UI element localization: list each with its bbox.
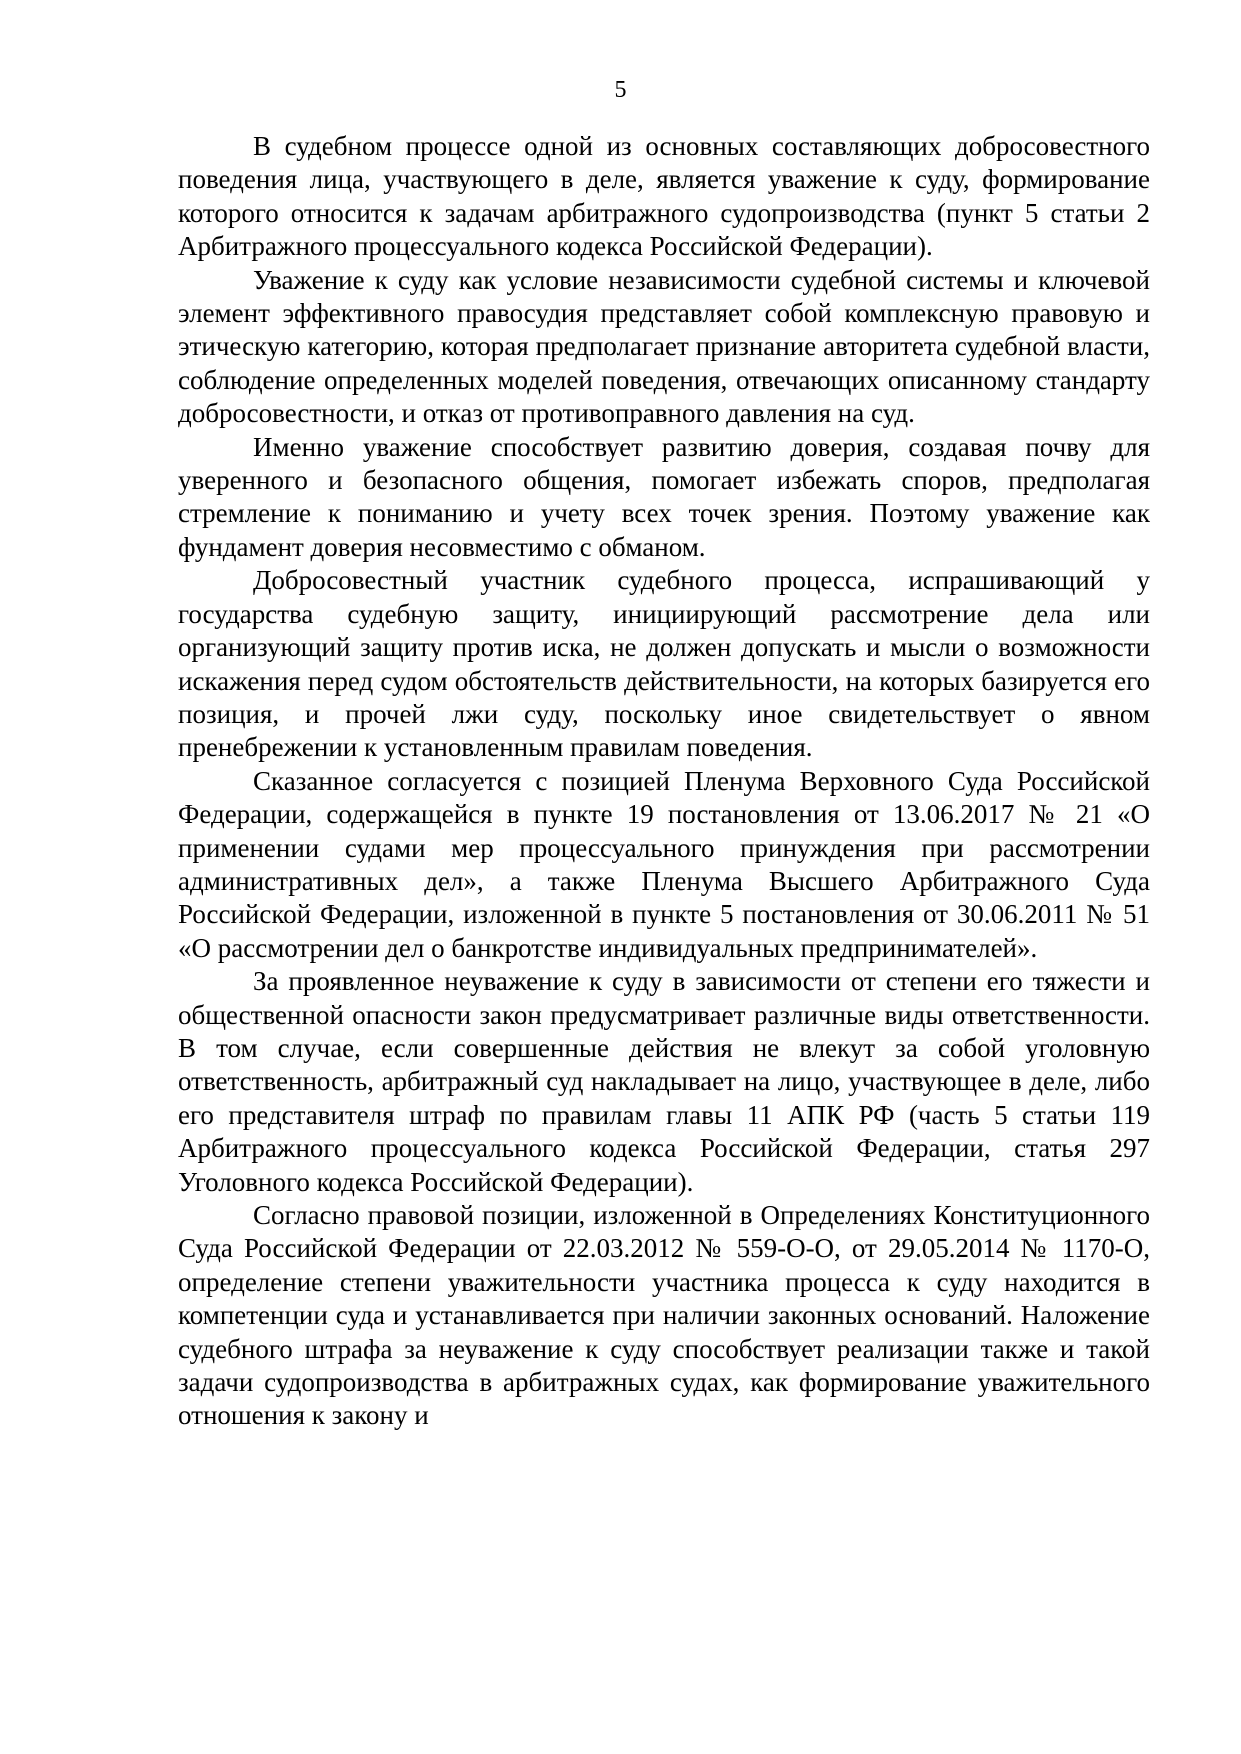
paragraph-2: Уважение к суду как условие независимости судебной системы и ключевой элемент эффективного правосудия представляет собой комплексную правовую и этическую категорию, которая предполагает признание авторитета судебной власти, соблюдение определенных моделей поведения, отвечающих описанному стандарту добросовестности, и отказ от противоправного давления на суд. (178, 264, 1150, 429)
paragraph-4: Добросовестный участник судебного процесса, испрашивающий у государства судебную защиту, инициирующий рассмотрение дела или организующий защиту против иска, не должен допускать и мысли о возможности искажения перед судом обстоятельств действительности, на которых базируется его позиция, и прочей лжи суду, поскольку иное свидетельствует о явном пренебрежении к установленным правилам поведения. (178, 565, 1150, 763)
paragraph-3: Именно уважение способствует развитию доверия, создавая почву для уверенного и безопасного общения, помогает избежать споров, предполагая стремление к пониманию и учету всех точек зрения. Поэтому уважение как фундамент доверия несовместимо с обманом. (178, 431, 1150, 562)
document-body (178, 130, 1150, 1433)
paragraph-6: За проявленное неуважение к суду в зависимости от степени его тяжести и общественной опасности закон предусматривает различные виды ответственности. В том случае, если совершенные действия не влекут за собой уголовную ответственность, арбитражный суд накладывает на лицо, участвующее в деле, либо его представителя штраф по правилам главы 11 АПК РФ (часть 5 статьи 119 Арбитражного процессуального кодекса Российской Федерации, статья 297 Уголовного кодекса Российской Федерации). (178, 966, 1150, 1197)
paragraph-7: Согласно правовой позиции, изложенной в Определениях Конституционного Суда Российской Федерации от 22.03.2012 № 559-О-О, от 29.05.2014 № 1170-О, определение степени уважительности участника процесса к суду находится в компетенции суда и устанавливается при наличии законных оснований. Наложение судебного штрафа за неуважение к суду способствует реализации также и такой задачи судопроизводства в арбитражных судах, как формирование уважительного отношения к закону и (178, 1200, 1150, 1431)
paragraph-5: Сказанное согласуется с позицией Пленума Верховного Суда Российской Федерации, содержащейся в пункте 19 постановления от 13.06.2017 № 21 «О применении судами мер процессуального принуждения при рассмотрении административных дел», а также Пленума Высшего Арбитражного Суда Российской Федерации, изложенной в пункте 5 постановления от 30.06.2011 № 51 «О рассмотрении дел о банкротстве индивидуальных предпринимателей». (178, 765, 1150, 963)
paragraph-1: В судебном процессе одной из основных составляющих добросовестного поведения лица, участвующего в деле, является уважение к суду, формирование которого относится к задачам арбитражного судопроизводства (пункт 5 статьи 2 Арбитражного процессуального кодекса Российской Федерации). (178, 131, 1150, 262)
page-number: 5 (614, 77, 627, 103)
